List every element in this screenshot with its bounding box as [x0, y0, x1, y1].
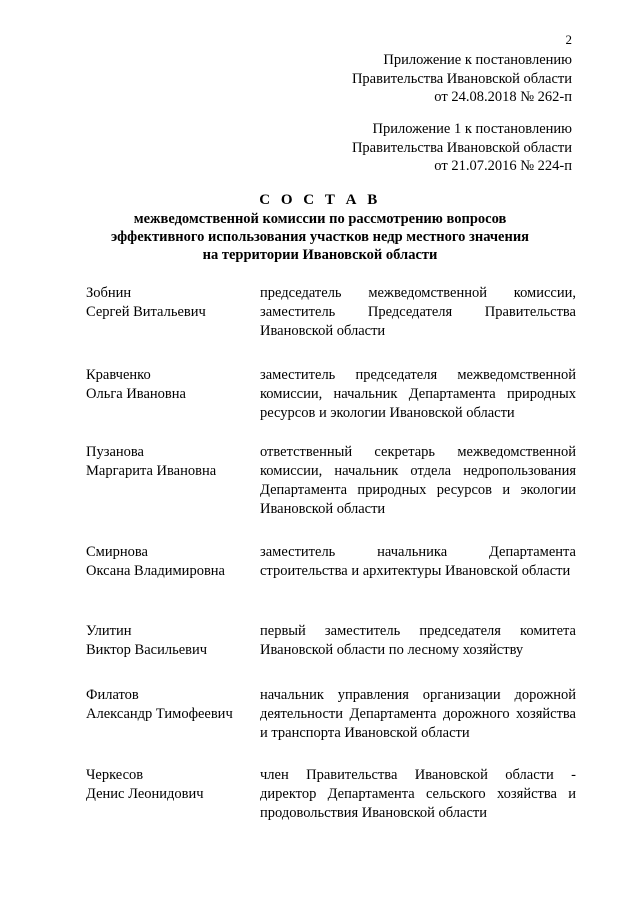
member-name [86, 366, 260, 443]
member-row [86, 686, 576, 766]
page-number: 2 [565, 32, 572, 47]
member-given-name: Ольга Ивановна [86, 386, 186, 402]
appendix-current-line1: Приложение к постановлению [383, 52, 572, 68]
member-surname: Филатов [86, 687, 139, 703]
member-row [86, 284, 576, 366]
document-subtitle-line2: эффективного использования участков недр местного значения [110, 229, 530, 245]
member-position: председатель межведомственной комиссии, заместитель Председателя Правительства Ивановской области [260, 285, 576, 339]
document-heading [60, 191, 580, 264]
member-row [86, 443, 576, 543]
appendix-original [352, 120, 572, 176]
member-name [86, 443, 260, 543]
member-name [86, 543, 260, 622]
member-surname: Черкесов [86, 767, 144, 783]
member-surname: Зобнин [86, 285, 132, 301]
member-row [86, 766, 576, 826]
appendix-current-line3: от 24.08.2018 № 262-п [434, 89, 572, 105]
member-position: заместитель председателя межведомственной комиссии, начальник Департамента природных ресурсов и экологии Ивановской области [260, 367, 576, 421]
member-given-name: Денис Леонидович [86, 786, 204, 802]
member-given-name: Сергей Витальевич [86, 304, 206, 320]
member-given-name: Александр Тимофеевич [86, 706, 233, 722]
member-surname: Пузанова [86, 444, 144, 460]
member-name [86, 622, 260, 686]
appendix-original-line2: Правительства Ивановской области [351, 139, 572, 156]
member-row [86, 543, 576, 622]
member-row [86, 366, 576, 443]
member-name [86, 686, 260, 766]
member-surname: Смирнова [86, 544, 148, 560]
member-position: начальник управления организации дорожной деятельности Департамента дорожного хозяйства и транспорта Ивановской области [260, 687, 576, 741]
member-row [86, 622, 576, 686]
appendix-original-line1: Приложение 1 к постановлению [372, 121, 572, 137]
members-list [86, 284, 576, 826]
member-name [86, 284, 260, 366]
appendix-current-line2: Правительства Ивановской области [351, 70, 572, 87]
member-position: ответственный секретарь межведомственной комиссии, начальник отдела недропользования Департамента природных ресурсов и экологии Ивановской области [260, 444, 576, 517]
member-given-name: Оксана Владимировна [86, 563, 225, 579]
member-position: первый заместитель председателя комитета Ивановской области по лесному хозяйству [260, 623, 576, 658]
appendix-original-line3: от 21.07.2016 № 224-п [434, 158, 572, 174]
member-name [86, 766, 260, 826]
document-title: С О С Т А В [259, 192, 381, 208]
member-given-name: Маргарита Ивановна [86, 463, 217, 479]
member-surname: Кравченко [86, 367, 151, 383]
document-subtitle-line3: на территории Ивановской области [202, 247, 438, 263]
document-subtitle-line1: межведомственной комиссии по рассмотрению вопросов [133, 211, 507, 227]
member-surname: Улитин [86, 623, 132, 639]
member-position: член Правительства Ивановской области - директор Департамента сельского хозяйства и продовольствия Ивановской области [260, 767, 576, 821]
member-given-name: Виктор Васильевич [86, 642, 208, 658]
appendix-current [352, 51, 572, 107]
member-position: заместитель начальника Департамента строительства и архитектуры Ивановской области [260, 544, 576, 579]
